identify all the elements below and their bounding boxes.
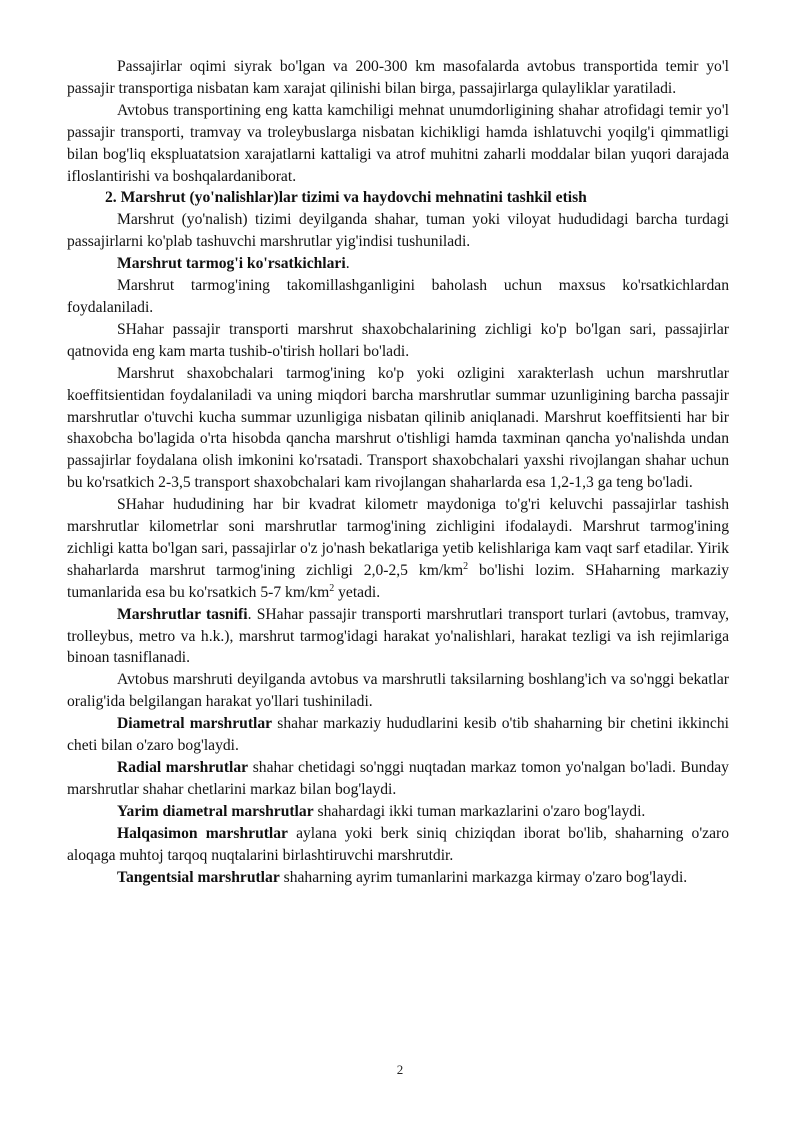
bold-term: Yarim diametral marshrutlar	[117, 802, 314, 820]
paragraph-bus-disadvantages: Avtobus transportining eng katta kamchiligi mehnat unumdorligining shahar atrofidagi temir yo'l passajir transporti, tramvay va troleybuslarga nisbatan kichikligi hamda ishlatuvchi yoqilg'i qimmatligi bilan bog'liq ekspluatatsion xarajatlarni kattaligi va atrof muhitni zaharli moddalar bilan yuqori darajada ifloslantirishi va boshqalardaniborat.	[67, 101, 729, 185]
paragraph-ring-routes	[67, 823, 729, 867]
paragraph-diametral-routes	[67, 713, 729, 757]
text-span: shaharning ayrim tumanlarini markazga kirmay o'zaro bog'laydi.	[279, 868, 688, 886]
paragraph-tangential-routes	[67, 867, 729, 889]
paragraph-route-network-indicators	[67, 253, 729, 275]
bold-term: Radial marshrutlar	[117, 759, 249, 776]
bold-term: Diametral marshrutlar	[117, 715, 273, 733]
page-number: 2	[396, 1062, 404, 1077]
section-heading: 2. Marshrut (yo'nalishlar)lar tizimi va haydovchi mehnatini tashkil etish	[105, 189, 587, 207]
bold-term: Marshrutlar tasnifi	[117, 605, 248, 623]
text-span: bo'lishi lozim. SHaharning markaziy tumanlarida esa bu ko'rsatkich 5-7 km/km	[67, 561, 729, 601]
paragraph-radial-routes	[67, 757, 729, 801]
paragraph-bus-passenger-flow: Passajirlar oqimi siyrak bo'lgan va 200-300 km masofalarda avtobus transportida temir yo'l passajir transportiga nisbatan kam xarajat qilinishi bilan birga, passajirlarga qulayliklar yaratiladi.	[67, 58, 729, 97]
text-span: shahar chetidagi so'nggi nuqtadan markaz tomon yo'nalgan bo'ladi. Bunday marshrutlar shahar chetlarini markaz bilan bog'laydi.	[67, 759, 729, 798]
paragraph-special-indicators: Marshrut tarmog'ining takomillashganligini baholash uchun maxsus ko'rsatkichlardan foydalaniladi.	[67, 277, 729, 316]
paragraph-route-coefficient: Marshrut shaxobchalari tarmog'ining ko'p yoki ozligini xarakterlash uchun marshrutlar koeffitsientidan foydalaniladi va uning miqdori barcha marshrutlar summar uzunligining barcha passajir marshrutlar o'tuvchi kucha summar uzunligiga nisbatan qilinib aniqlanadi. Marshrut koeffitsienti har bir shaxobcha bo'lagida o'rta hisobda qancha marshrut o'tishligi hamda taxminan qancha yo'nalishda undan passajirlar foydalana olish imkonini ko'rsatadi. Transport shaxobchalari yaxshi rivojlangan shahar uchun bu ko'rsatkich 2-3,5 transport shaxobchalari kam rivojlangan shaharlarda esa 1,2-1,3 ga teng bo'ladi.	[67, 364, 729, 492]
paragraph-semi-diametral-routes	[67, 801, 729, 823]
paragraph-route-density: SHahar passajir transporti marshrut shaxobchalarining zichligi ko'p bo'lgan sari, passajirlar qatnovida eng kam marta tushib-o'tirish hollari bo'ladi.	[67, 320, 729, 360]
bold-term: Marshrut tarmog'i ko'rsatkichlari	[117, 255, 346, 273]
paragraph-route-system: Marshrut (yo'nalish) tizimi deyilganda shahar, tuman yoki viloyat hududidagi barcha turdagi passajirlarni ko'plab tashuvchi marshrutlar yig'indisi tushuniladi.	[67, 211, 729, 251]
text-span: aylana yoki berk siniq chiziqdan iborat bo'lib, shaharning o'zaro aloqaga muhtoj tarqoq nuqtalarini birlashtiruvchi marshrutdir.	[67, 824, 729, 864]
text-span: SHahar hududining har bir kvadrat kilometr maydoniga to'g'ri keluvchi passajirlar tashish marshrutlar kilometrlar soni marshrutlar tarmog'ining zichligini ifodalaydi. Marshrut tarmog'ining zichligi katta bo'lgan sari, passajirlar o'z jo'nash bekatlariga yetib kelishlariga kam vaqt sarf etadilar. Yirik shaharlarda marshrut tarmog'ining zichligi 2,0-2,5 km/km	[67, 496, 729, 579]
paragraph-bus-route-definition: Avtobus marshruti deyilganda avtobus va marshrutli taksilarning boshlang'ich va so'nggi bekatlar oralig'ida belgilangan harakat yo'llari tushiniladi.	[67, 671, 729, 711]
bold-term: Tangentsial marshrutlar	[117, 868, 280, 886]
bold-term: Halqasimon marshrutlar	[117, 824, 288, 842]
paragraph-network-density	[67, 494, 729, 604]
paragraph-route-classification	[67, 604, 729, 670]
superscript: 2	[329, 582, 335, 594]
text-span: yetadi.	[334, 583, 381, 601]
text-span: . SHahar passajir transporti marshrutlari transport turlari (avtobus, tramvay, trolleybus, metro va h.k.), marshrut tarmog'idagi harakat yo'nalishlari, harakat tezligi va ish rejimlariga binoan tasniflanadi.	[67, 605, 729, 667]
document-page	[67, 56, 729, 888]
text-span: .	[345, 255, 350, 273]
text-span: shahardagi ikki tuman markazlarini o'zaro bog'laydi.	[313, 802, 646, 820]
superscript: 2	[463, 560, 469, 572]
text-span: shahar markaziy hududlarini kesib o'tib shaharning bir chetini ikkinchi cheti bilan o'zaro bog'laydi.	[67, 715, 729, 755]
